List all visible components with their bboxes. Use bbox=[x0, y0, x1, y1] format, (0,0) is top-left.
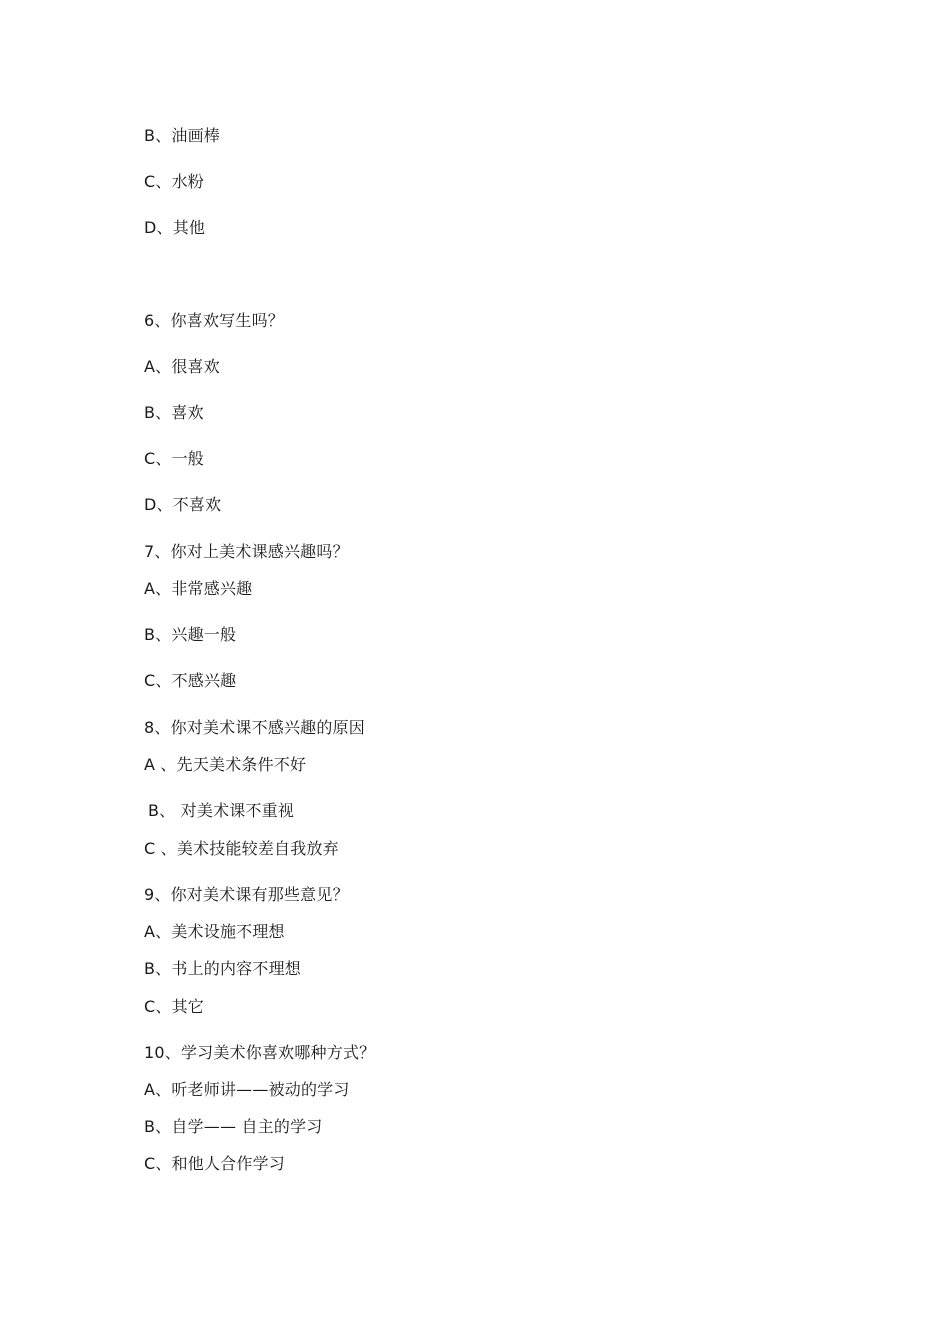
option-6d: D、不喜欢 bbox=[144, 495, 222, 514]
option-9a: A、美术设施不理想 bbox=[144, 922, 285, 941]
question-9: 9、你对美术课有那些意见？ bbox=[144, 885, 349, 904]
option-6b: B、喜欢 bbox=[144, 403, 204, 422]
option-10a: A、听老师讲——被动的学习 bbox=[144, 1080, 350, 1099]
option-5d: D、其他 bbox=[144, 218, 206, 237]
option-7b: B、兴趣一般 bbox=[144, 625, 237, 644]
option-5c: C、水粉 bbox=[144, 172, 204, 191]
option-7c: C、不感兴趣 bbox=[144, 671, 237, 690]
option-6c: C、一般 bbox=[144, 449, 204, 468]
option-9b: B、书上的内容不理想 bbox=[144, 959, 301, 978]
option-8c: C 、美术技能较差自我放弃 bbox=[144, 839, 339, 858]
option-10c: C、和他人合作学习 bbox=[144, 1154, 285, 1173]
option-8b: B、 对美术课不重视 bbox=[148, 801, 295, 820]
option-5b: B、油画棒 bbox=[144, 126, 220, 145]
question-6: 6、你喜欢写生吗？ bbox=[144, 311, 284, 330]
option-9c: C、其它 bbox=[144, 997, 204, 1016]
question-8: 8、你对美术课不感兴趣的原因 bbox=[144, 718, 365, 737]
question-7: 7、你对上美术课感兴趣吗？ bbox=[144, 542, 349, 561]
option-8a: A 、先天美术条件不好 bbox=[144, 755, 307, 774]
option-7a: A、非常感兴趣 bbox=[144, 579, 253, 598]
option-6a: A、很喜欢 bbox=[144, 357, 220, 376]
question-10: 10、学习美术你喜欢哪种方式？ bbox=[144, 1043, 376, 1062]
option-10b: B、自学—— 自主的学习 bbox=[144, 1117, 323, 1136]
